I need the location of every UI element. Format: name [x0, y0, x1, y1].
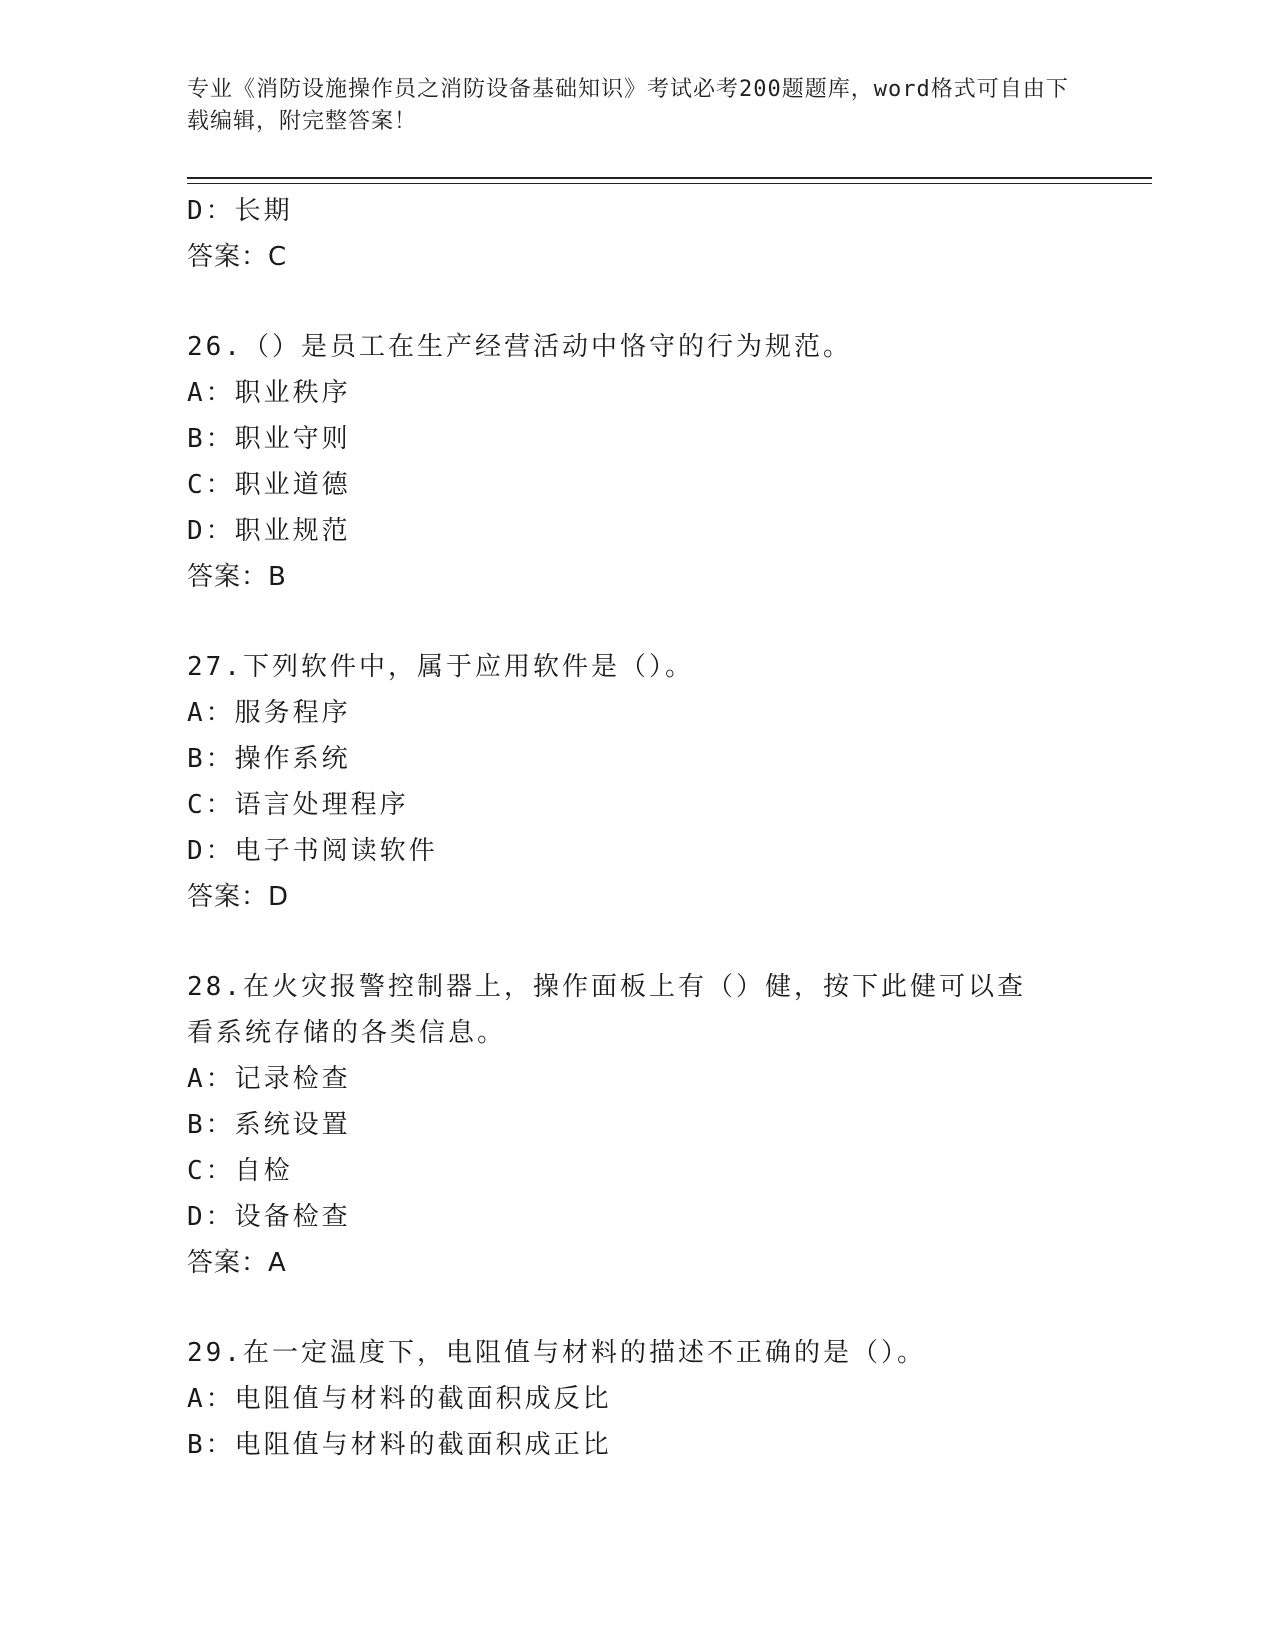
- option-c: C：语言处理程序: [187, 790, 409, 820]
- question-29: [187, 1330, 1087, 1468]
- question-answer: 答案：B: [187, 562, 287, 592]
- question-stem: 27.下列软件中，属于应用软件是（）。: [187, 652, 694, 682]
- option-c: C：职业道德: [187, 470, 351, 500]
- question-list: [187, 188, 1087, 1468]
- spacer: [187, 1286, 1087, 1330]
- question-stem: 29.在一定温度下，电阻值与材料的描述不正确的是（）。: [187, 1338, 926, 1368]
- option-d: D：职业规范: [187, 516, 351, 546]
- option-b: B：职业守则: [187, 424, 351, 454]
- option-a: A：服务程序: [187, 698, 351, 728]
- option-b: B：电阻值与材料的截面积成正比: [187, 1430, 612, 1460]
- carryover-answer: 答案：C: [187, 242, 288, 272]
- option-b: B：系统设置: [187, 1110, 351, 1140]
- option-d: D：电子书阅读软件: [187, 836, 438, 866]
- question-26: [187, 324, 1087, 600]
- spacer: [187, 920, 1087, 964]
- header-divider-thin: [187, 183, 1152, 184]
- question-28: [187, 964, 1087, 1286]
- header-divider-thick: [187, 177, 1152, 179]
- option-a: A：记录检查: [187, 1064, 351, 1094]
- question-stem: 26.（）是员工在生产经营活动中恪守的行为规范。: [187, 332, 852, 362]
- spacer: [187, 600, 1087, 644]
- spacer: [187, 280, 1087, 324]
- question-answer: 答案：D: [187, 882, 290, 912]
- option-c: C：自检: [187, 1156, 293, 1186]
- carryover-option-d: D：长期: [187, 196, 293, 226]
- option-b: B：操作系统: [187, 744, 351, 774]
- question-stem: 28.在火灾报警控制器上，操作面板上有（）健，按下此健可以查看系统存储的各类信息。: [187, 972, 1026, 1048]
- page-header: 专业《消防设施操作员之消防设备基础知识》考试必考200题题库，word格式可自由下载编辑，附完整答案！: [187, 77, 1069, 134]
- option-a: A：电阻值与材料的截面积成反比: [187, 1384, 612, 1414]
- question-answer: 答案：A: [187, 1248, 287, 1278]
- question-27: [187, 644, 1087, 920]
- option-a: A：职业秩序: [187, 378, 351, 408]
- option-d: D：设备检查: [187, 1202, 351, 1232]
